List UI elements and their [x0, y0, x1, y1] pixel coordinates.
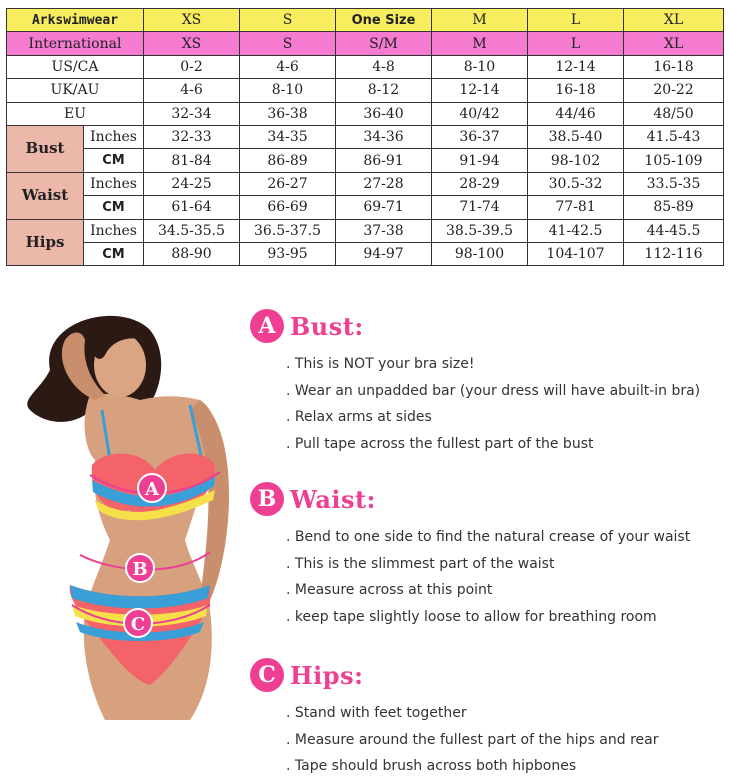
hips-group-label: Hips: [7, 219, 84, 266]
unit-label: CM: [84, 196, 144, 219]
marker-b-label: B: [132, 559, 148, 580]
size-header-cell: L: [528, 9, 624, 32]
unit-label: CM: [84, 242, 144, 265]
row-label: EU: [7, 102, 144, 125]
table-cell: 36-37: [432, 125, 528, 148]
eu-row: [7, 102, 724, 125]
table-cell: 48/50: [624, 102, 724, 125]
table-cell: 98-100: [432, 242, 528, 265]
waist-cm-row: [7, 196, 724, 219]
table-cell: 8-12: [336, 79, 432, 102]
table-cell: 34-36: [336, 125, 432, 148]
bust-guide-list: [250, 351, 720, 457]
hips-guide-section: [250, 656, 720, 780]
row-label: International: [7, 32, 144, 55]
table-cell: 105-109: [624, 149, 724, 172]
table-cell: 98-102: [528, 149, 624, 172]
table-cell: 8-10: [240, 79, 336, 102]
us-ca-row: [7, 55, 724, 78]
table-cell: 36-38: [240, 102, 336, 125]
table-cell: 32-33: [144, 125, 240, 148]
table-cell: 86-89: [240, 149, 336, 172]
model-figure: [10, 300, 240, 760]
size-header-cell: XL: [624, 9, 724, 32]
table-cell: XS: [144, 32, 240, 55]
hips-guide-list: [250, 700, 720, 780]
table-cell: 71-74: [432, 196, 528, 219]
unit-label: CM: [84, 149, 144, 172]
table-cell: 36-40: [336, 102, 432, 125]
uk-au-row: [7, 79, 724, 102]
waist-group-label: Waist: [7, 172, 84, 219]
hips-guide-title: Hips:: [290, 660, 364, 690]
table-cell: 88-90: [144, 242, 240, 265]
table-cell: 37-38: [336, 219, 432, 242]
row-label: UK/AU: [7, 79, 144, 102]
bust-guide-heading: [250, 307, 720, 345]
table-cell: 38.5-39.5: [432, 219, 528, 242]
hips-inches-row: [7, 219, 724, 242]
unit-label: Inches: [84, 172, 144, 195]
table-cell: 91-94: [432, 149, 528, 172]
table-cell: 81-84: [144, 149, 240, 172]
list-item: . This is NOT your bra size!: [286, 351, 720, 378]
waist-guide-section: [250, 480, 720, 630]
table-cell: 0-2: [144, 55, 240, 78]
table-cell: 4-6: [144, 79, 240, 102]
table-cell: XL: [624, 32, 724, 55]
list-item: . Measure across at this point: [286, 577, 720, 604]
hips-cm-row: [7, 242, 724, 265]
size-header-cell: S: [240, 9, 336, 32]
bust-inches-row: [7, 125, 724, 148]
waist-inches-row: [7, 172, 724, 195]
table-cell: 44-45.5: [624, 219, 724, 242]
bust-guide-section: [250, 307, 720, 457]
list-item: . Wear an unpadded bar (your dress will have abuilt-in bra): [286, 378, 720, 405]
table-cell: M: [432, 32, 528, 55]
marker-c-label: C: [130, 614, 146, 635]
letter-b-badge: B: [250, 482, 284, 516]
letter-a-badge: A: [250, 309, 284, 343]
table-cell: S: [240, 32, 336, 55]
table-cell: 12-14: [432, 79, 528, 102]
table-cell: 33.5-35: [624, 172, 724, 195]
table-cell: 36.5-37.5: [240, 219, 336, 242]
table-cell: 69-71: [336, 196, 432, 219]
table-cell: 12-14: [528, 55, 624, 78]
table-cell: 77-81: [528, 196, 624, 219]
table-cell: 40/42: [432, 102, 528, 125]
table-cell: 27-28: [336, 172, 432, 195]
table-cell: 38.5-40: [528, 125, 624, 148]
table-cell: 16-18: [528, 79, 624, 102]
bust-cm-row: [7, 149, 724, 172]
list-item: . keep tape slightly loose to allow for breathing room: [286, 604, 720, 631]
list-item: . Pull tape across the fullest part of the bust: [286, 431, 720, 458]
table-cell: 16-18: [624, 55, 724, 78]
table-cell: 8-10: [432, 55, 528, 78]
bust-group-label: Bust: [7, 125, 84, 172]
table-cell: 41-42.5: [528, 219, 624, 242]
table-cell: 34-35: [240, 125, 336, 148]
international-row: [7, 32, 724, 55]
table-cell: 94-97: [336, 242, 432, 265]
table-cell: 24-25: [144, 172, 240, 195]
table-cell: 85-89: [624, 196, 724, 219]
table-cell: 44/46: [528, 102, 624, 125]
table-cell: S/M: [336, 32, 432, 55]
unit-label: Inches: [84, 125, 144, 148]
table-cell: 20-22: [624, 79, 724, 102]
unit-label: Inches: [84, 219, 144, 242]
hips-guide-heading: [250, 656, 720, 694]
table-cell: 86-91: [336, 149, 432, 172]
size-header-cell: One Size: [336, 9, 432, 32]
table-cell: 32-34: [144, 102, 240, 125]
list-item: . Measure around the fullest part of the hips and rear: [286, 727, 720, 754]
list-item: . Bend to one side to find the natural crease of your waist: [286, 524, 720, 551]
list-item: . Relax arms at sides: [286, 404, 720, 431]
waist-guide-title: Waist:: [290, 484, 376, 514]
table-cell: 93-95: [240, 242, 336, 265]
table-cell: 26-27: [240, 172, 336, 195]
waist-guide-heading: [250, 480, 720, 518]
table-cell: 30.5-32: [528, 172, 624, 195]
table-cell: 41.5-43: [624, 125, 724, 148]
list-item: . Stand with feet together: [286, 700, 720, 727]
bust-guide-title: Bust:: [290, 311, 364, 341]
table-cell: 112-116: [624, 242, 724, 265]
list-item: . Tape should brush across both hipbones: [286, 753, 720, 780]
table-cell: 4-6: [240, 55, 336, 78]
table-cell: 28-29: [432, 172, 528, 195]
table-cell: 61-64: [144, 196, 240, 219]
size-header-cell: XS: [144, 9, 240, 32]
waist-guide-list: [250, 524, 720, 630]
size-chart-table: [6, 8, 724, 266]
table-cell: 104-107: [528, 242, 624, 265]
size-header-cell: M: [432, 9, 528, 32]
list-item: . This is the slimmest part of the waist: [286, 551, 720, 578]
row-label: US/CA: [7, 55, 144, 78]
table-cell: 34.5-35.5: [144, 219, 240, 242]
table-cell: L: [528, 32, 624, 55]
size-header-row: [7, 9, 724, 32]
table-cell: 66-69: [240, 196, 336, 219]
table-cell: 4-8: [336, 55, 432, 78]
letter-c-badge: C: [250, 658, 284, 692]
marker-a-label: A: [145, 479, 159, 500]
brand-label: Arkswimwear: [7, 9, 144, 32]
